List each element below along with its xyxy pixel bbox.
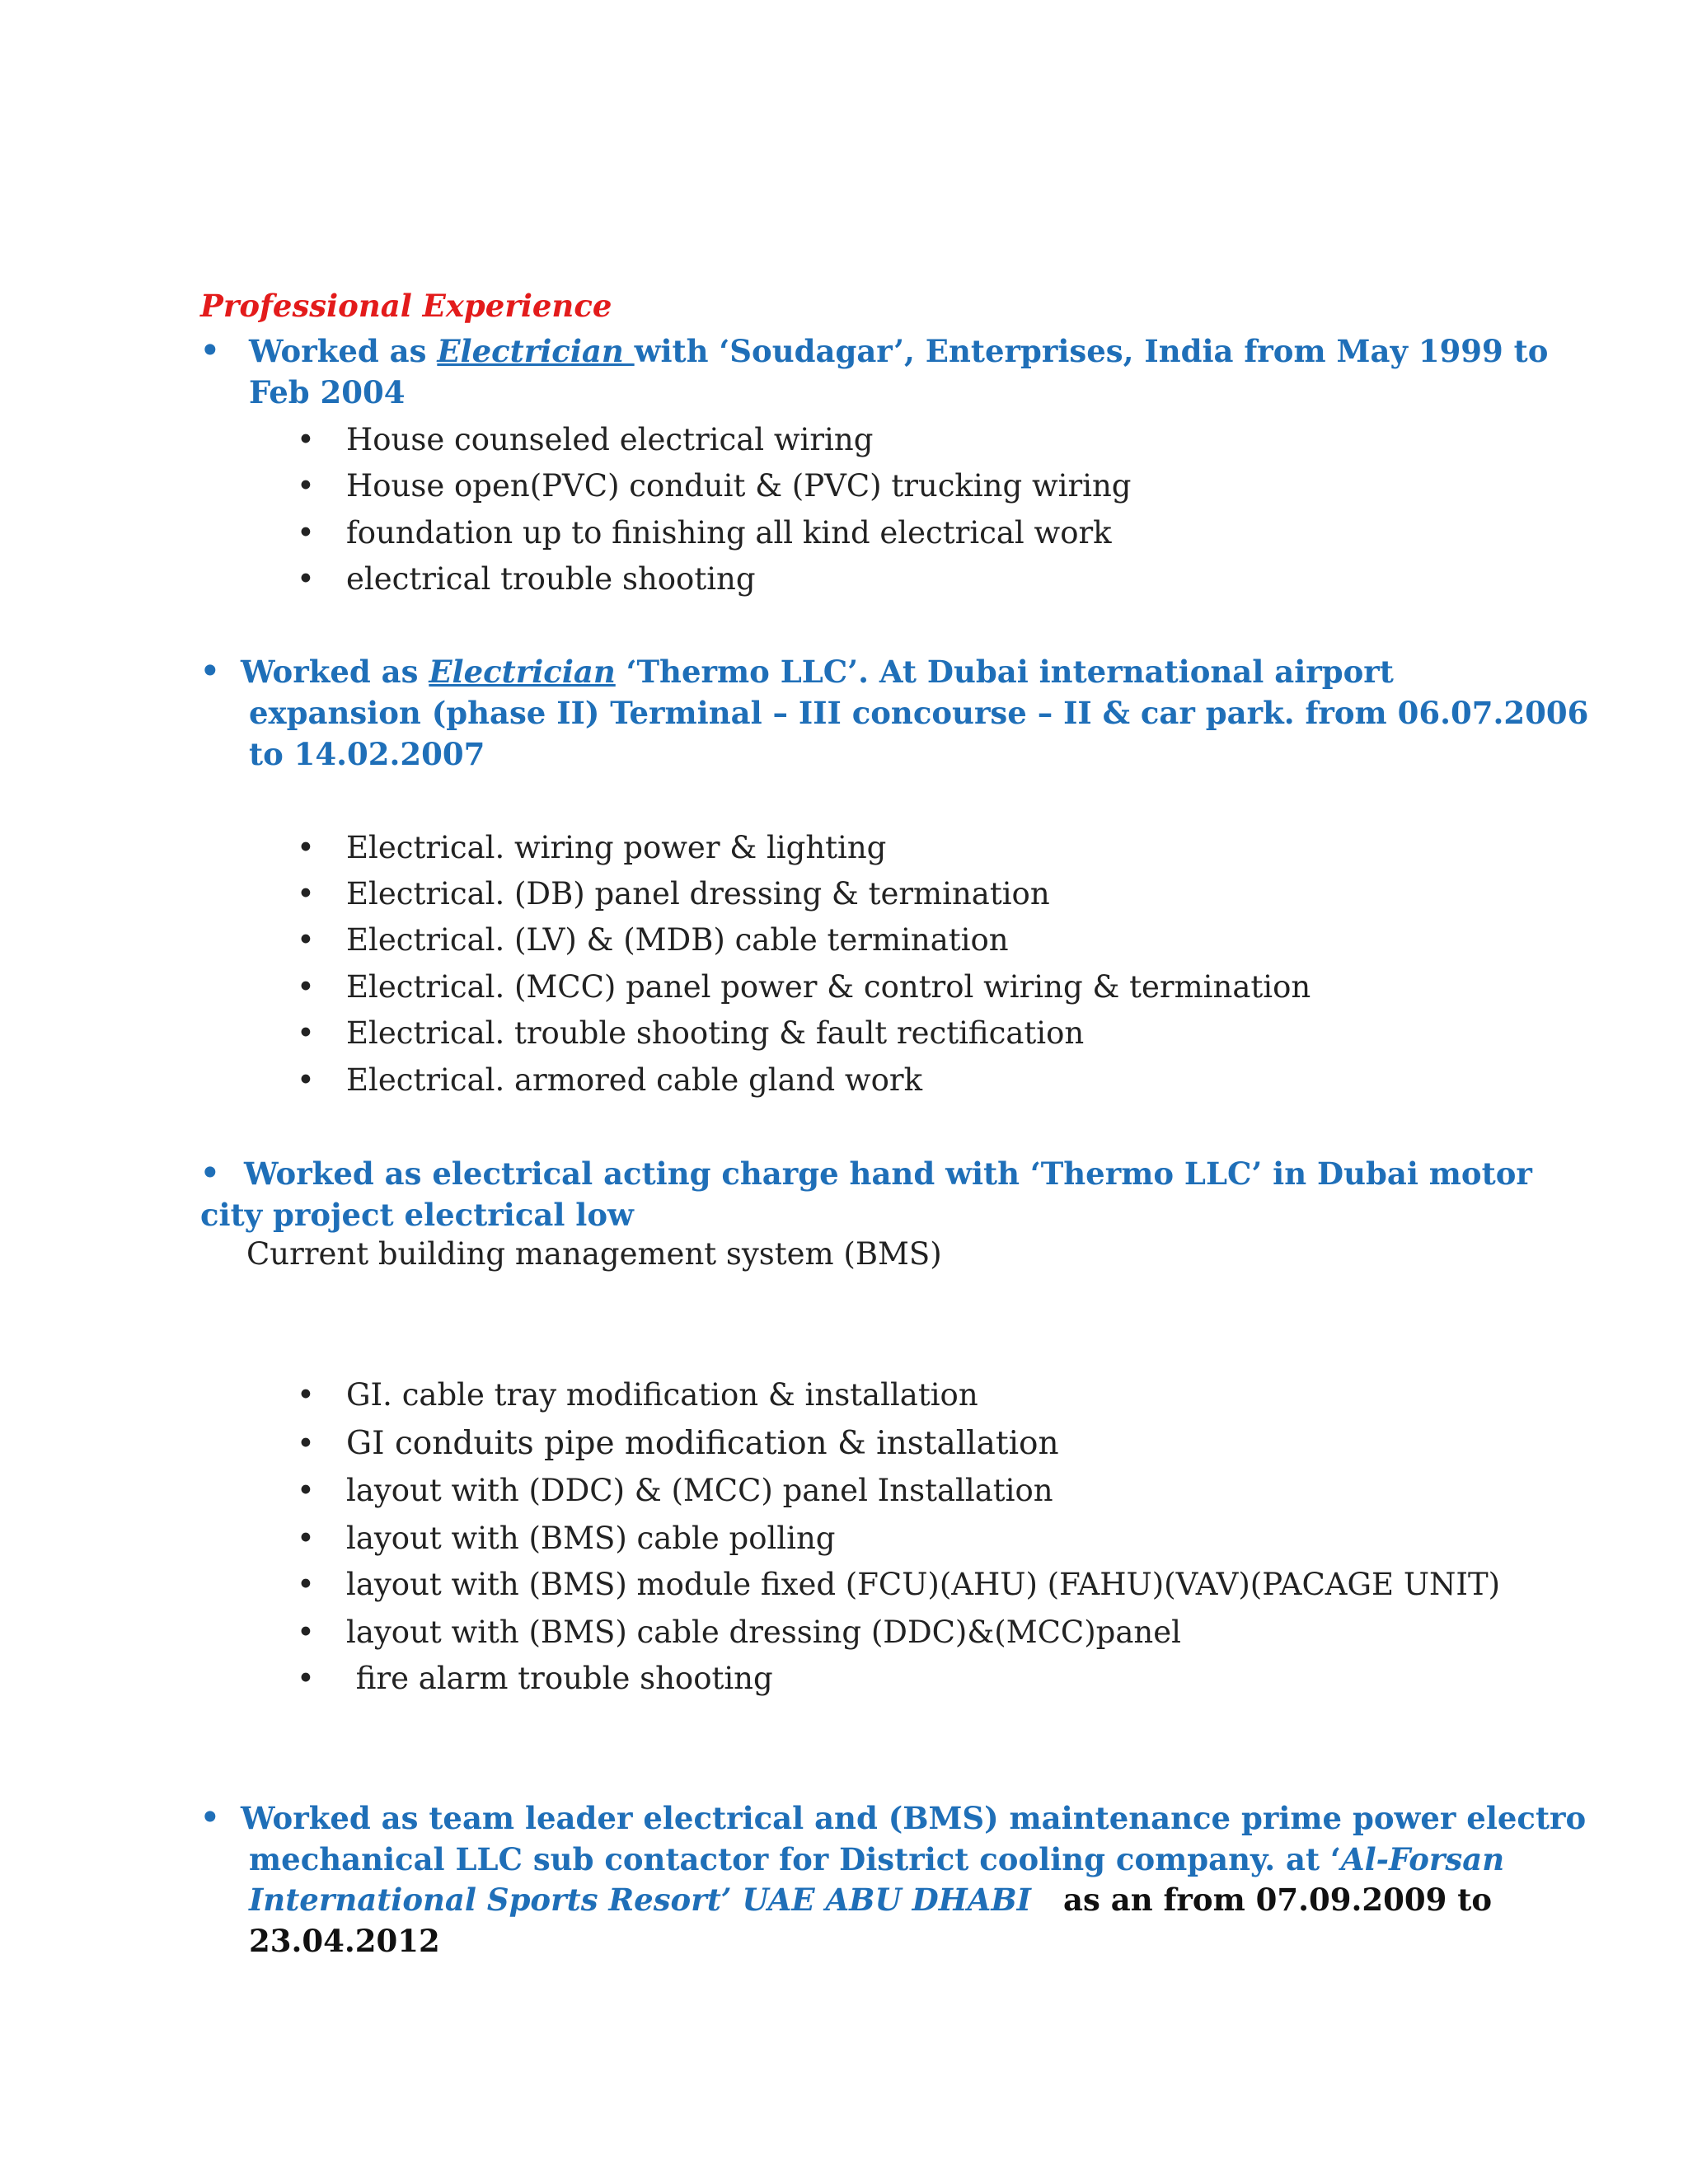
item-text: electrical trouble shooting [346,561,756,597]
job4-dates: as an from 07.09.2009 to [1042,1882,1492,1918]
section-heading: Professional Experience [200,288,612,324]
job1-title [249,330,1549,413]
job2-bullet: • [200,653,220,689]
item-bullet: • [297,876,315,912]
job4-location: International Sports Resort’ UAE ABU DHABI [249,1882,1031,1918]
item-text: GI conduits pipe modification & installation [346,1425,1059,1462]
item-bullet: • [297,515,315,551]
job1-role: Electrician [437,333,635,369]
item-bullet: • [297,1426,315,1461]
job2-worked-as: Worked as [241,654,429,690]
item-bullet: • [297,561,315,597]
job2-title [241,651,1394,692]
item-text: Electrical. wiring power & lighting [346,830,887,865]
item-text: layout with (BMS) cable polling [346,1521,836,1556]
job4-line2-text: mechanical LLC sub contactor for District cooling company. at ‘ [249,1841,1341,1877]
job4-line2-row [249,1839,1505,1880]
job4-line3-row [249,1879,1492,1920]
job4-line1 [241,1797,1587,1839]
item-bullet: • [297,1015,315,1051]
job3-line1: Worked as electrical acting charge hand with ‘Thermo LLC’ in Dubai motor [244,1155,1532,1192]
job1-worked-as: Worked as [249,333,438,369]
job1-employer: with ‘Soudagar’, Enterprises, India from May 1999 to [634,333,1549,369]
job2-employer: ‘Thermo LLC’. At Dubai international airport [615,654,1394,690]
job4-title [241,1797,1587,1839]
item-text: GI. cable tray modification & installation [346,1377,978,1413]
item-text: Electrical. (DB) panel dressing & termination [346,876,1050,912]
job4-line2 [249,1839,1505,1880]
job1-line1 [249,330,1549,372]
item-bullet: • [297,1062,315,1098]
job2-role: Electrician [429,654,616,690]
job4-line4: 23.04.2012 [249,1923,440,1959]
job4-line1-text: Worked as team leader electrical and (BMS) maintenance prime power electro [241,1800,1587,1836]
item-bullet: • [297,1615,315,1650]
job1-bullet: • [200,332,220,368]
item-bullet: • [297,1661,315,1696]
item-text: House open(PVC) conduit & (PVC) trucking wiring [346,468,1132,504]
item-text: Electrical. armored cable gland work [346,1062,922,1098]
item-bullet: • [297,1521,315,1556]
item-text: Electrical. (LV) & (MDB) cable termination [346,922,1009,958]
item-bullet: • [297,1567,315,1602]
job3-line3: Current building management system (BMS) [246,1236,942,1272]
item-text: layout with (BMS) module fixed (FCU)(AHU) (FAHU)(VAV)(PACAGE UNIT) [346,1567,1501,1602]
item-bullet: • [297,1377,315,1413]
item-text: House counseled electrical wiring [346,422,874,457]
job2-line1 [241,651,1394,692]
item-bullet: • [297,969,315,1005]
job2-line2: expansion (phase II) Terminal – III concourse – II & car park. from 06.07.2006 [249,695,1589,731]
item-text: foundation up to finishing all kind electrical work [346,515,1112,551]
job1-line2: Feb 2004 [249,374,406,410]
item-bullet: • [297,830,315,865]
item-text: layout with (BMS) cable dressing (DDC)&(MCC)panel [346,1615,1181,1650]
job2-line3: to 14.02.2007 [249,736,485,772]
item-bullet: • [297,1473,315,1508]
job4-bullet: • [200,1799,220,1835]
job3-line2: city project electrical low [200,1197,634,1233]
item-text: layout with (DDC) & (MCC) panel Installation [346,1473,1053,1508]
item-text: Electrical. trouble shooting & fault rectification [346,1015,1085,1051]
item-text: fire alarm trouble shooting [346,1661,773,1696]
item-bullet: • [297,922,315,958]
item-text: Electrical. (MCC) panel power & control wiring & termination [346,969,1311,1005]
job4-resort-name: Al-Forsan [1340,1841,1505,1877]
job4-line3 [249,1879,1492,1920]
item-bullet: • [297,422,315,457]
job3-bullet: • [200,1155,220,1191]
item-bullet: • [297,468,315,504]
